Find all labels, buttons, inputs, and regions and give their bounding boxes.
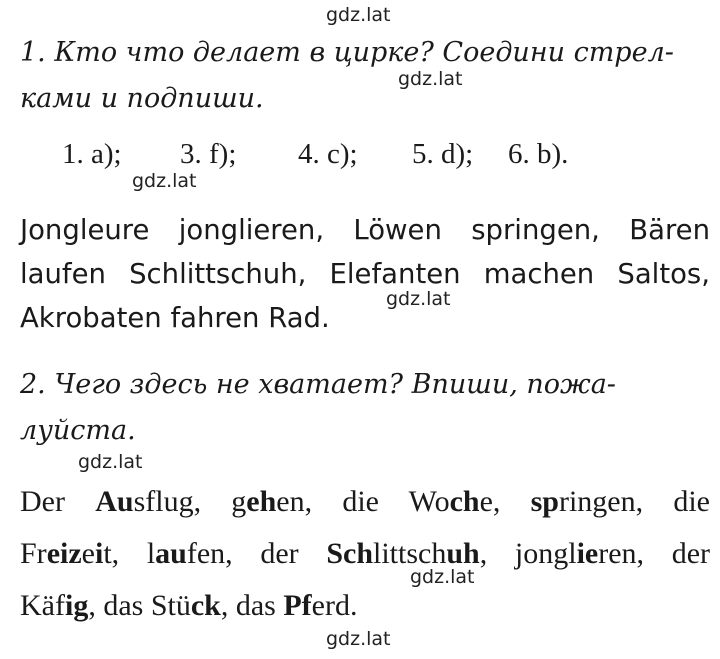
task1-text-line: laufen Schlittschuh, Elefanten machen Saltos, bbox=[20, 258, 710, 290]
inserted-letters: Sch bbox=[326, 537, 373, 570]
inserted-letters: uh bbox=[446, 537, 480, 570]
task2-title bbox=[20, 362, 700, 454]
watermark-answers: gdz.lat bbox=[132, 170, 197, 192]
answer-item: 6. b). bbox=[508, 138, 569, 170]
inserted-letters: Pf bbox=[283, 589, 312, 622]
watermark-task2-title: gdz.lat bbox=[78, 451, 143, 473]
task1-title-line2: ками и подпиши. bbox=[20, 83, 264, 114]
inserted-letters: ck bbox=[190, 589, 221, 622]
watermark-task1-title: gdz.lat bbox=[398, 68, 463, 90]
task1-title bbox=[20, 30, 700, 122]
task2-answer-text bbox=[20, 476, 710, 632]
task2-text-line bbox=[20, 528, 710, 580]
task2-title-line2: луйста. bbox=[20, 415, 136, 446]
inserted-letters: ig bbox=[64, 589, 89, 622]
text-segment: , jongl bbox=[479, 537, 577, 570]
task1-text-line: Akrobaten fahren Rad. bbox=[20, 302, 330, 334]
inserted-letters: eiz bbox=[46, 537, 82, 570]
inserted-letters: eh bbox=[246, 485, 277, 518]
inserted-letters: i bbox=[94, 537, 104, 570]
task2-text-line bbox=[20, 476, 710, 528]
text-segment: en, die Wo bbox=[276, 485, 450, 518]
inserted-letters: sp bbox=[530, 485, 559, 518]
text-segment: e bbox=[81, 537, 95, 570]
task1-text-line: Jongleure jonglieren, Löwen springen, Bären bbox=[20, 214, 710, 246]
text-segment: Käf bbox=[20, 589, 65, 622]
text-segment: t, l bbox=[103, 537, 156, 570]
answer-item: 5. d); bbox=[412, 138, 474, 170]
task1-answers bbox=[62, 134, 568, 174]
answer-item: 1. a); bbox=[62, 138, 122, 170]
inserted-letters: ie bbox=[576, 537, 599, 570]
answer-item: 3. f); bbox=[180, 138, 237, 170]
text-segment: , das bbox=[220, 589, 284, 622]
task2-text-line bbox=[20, 580, 710, 632]
watermark-top: gdz.lat bbox=[326, 4, 391, 26]
text-segment: , das Stü bbox=[88, 589, 191, 622]
watermark-bottom: gdz.lat bbox=[326, 628, 391, 650]
text-segment: e, bbox=[479, 485, 531, 518]
answer-item: 4. c); bbox=[298, 138, 358, 170]
inserted-letters: Au bbox=[95, 485, 134, 518]
text-segment: Der bbox=[20, 485, 96, 518]
inserted-letters: ch bbox=[449, 485, 480, 518]
text-segment: sflug, g bbox=[133, 485, 247, 518]
task1-title-line1: 1. Кто что делает в цирке? Соедини стрел- bbox=[20, 37, 674, 68]
text-segment: Fr bbox=[20, 537, 47, 570]
task2-title-line1: 2. Чего здесь не хватает? Впиши, пожа- bbox=[20, 369, 616, 400]
text-segment: fen, der bbox=[186, 537, 327, 570]
inserted-letters: au bbox=[155, 537, 187, 570]
text-segment: ringen, die bbox=[558, 485, 710, 518]
watermark-para2: gdz.lat bbox=[410, 566, 475, 588]
text-segment: erd. bbox=[311, 589, 358, 622]
text-segment: littsch bbox=[373, 537, 447, 570]
task1-answer-text bbox=[20, 208, 710, 340]
watermark-para1: gdz.lat bbox=[386, 288, 451, 310]
text-segment: ren, der bbox=[598, 537, 710, 570]
